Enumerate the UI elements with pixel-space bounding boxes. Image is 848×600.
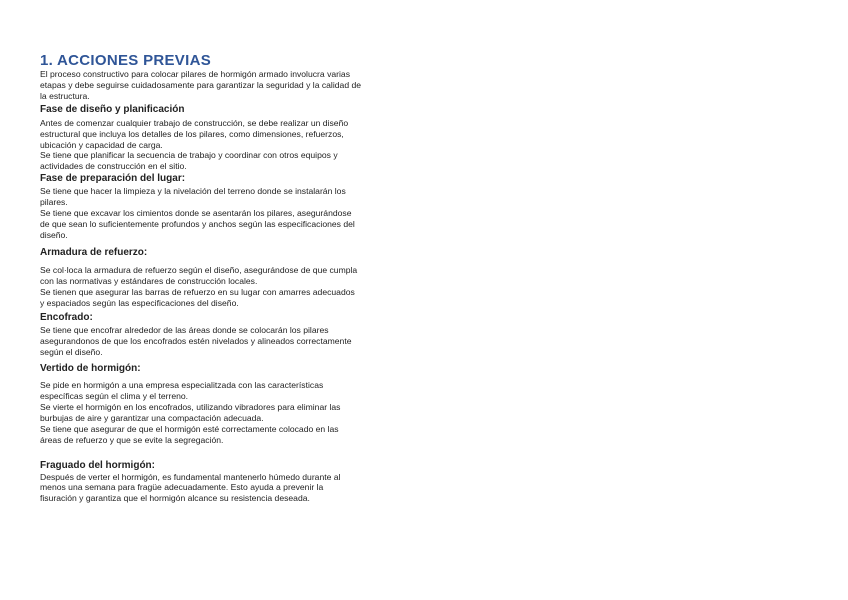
- section-body-fraguado: Después de verter el hormigón, es fundamental mantenerlo húmedo durante al menos una semana para fragüe adecuadamente. Esto ayuda a prevenir la fisuración y garantiza que el hormigón alcance su resistencia deseada.: [40, 471, 341, 504]
- document-content: [40, 52, 385, 504]
- page-title: 1. ACCIONES PREVIAS: [40, 52, 212, 69]
- section-heading-preparacion: Fase de preparación del lugar:: [40, 173, 186, 185]
- section-body-armadura: Se col·loca la armadura de refuerzo según el diseño, asegurándose de que cumpla con las normativas y estándares de construcción locales. Se tienen que asegurar las barras de refuerzo en su lugar con amarres adecuados y espaciados según las especificaciones del diseño.: [40, 264, 358, 308]
- section-body-diseno: Antes de comenzar cualquier trabajo de construcción, se debe realizar un diseño estructural que incluya los detalles de los pilares, como dimensiones, refuerzos, ubicación y capacidad de carga. Se tiene que planificar la secuencia de trabajo y coordinar con otros equipos y actividades de construcción en el sitio.: [40, 117, 349, 172]
- section-heading-encofrado: Encofrado:: [40, 312, 93, 324]
- section-heading-vertido: Vertido de hormigón:: [40, 363, 141, 375]
- intro-paragraph: El proceso constructivo para colocar pilares de hormigón armado involucra varias etapas y debe seguirse cuidadosamente para garantizar la seguridad y la calidad de la estructura.: [40, 69, 362, 101]
- section-heading-diseno: Fase de diseño y planificación: [40, 103, 185, 115]
- section-heading-fraguado: Fraguado del hormigón:: [40, 459, 155, 471]
- section-body-preparacion: Se tiene que hacer la limpieza y la nivelación del terreno donde se instalarán los pilares. Se tiene que excavar los cimientos donde se asentarán los pilares, asegurándose de que sean lo suficientemente profundos y anchos según las especificaciones del diseño.: [40, 186, 355, 240]
- section-body-encofrado: Se tiene que encofrar alrededor de las áreas donde se colocarán los pilares asegurandonos de que los encofrados estén nivelados y alineados correctamente según el diseño.: [40, 325, 352, 358]
- section-body-vertido: Se pide en hormigón a una empresa especialitzada con las características específicas según el clima y el terreno. Se vierte el hormigón en los encofrados, utilizando vibradores para eliminar las burbujas de aire y garantizar una compactación adecuada. Se tiene que asegurar de que el hormigón esté correctamente colocado en las áreas de refuerzo y que se evite la segregación.: [40, 380, 341, 445]
- section-heading-armadura: Armadura de refuerzo:: [40, 246, 148, 258]
